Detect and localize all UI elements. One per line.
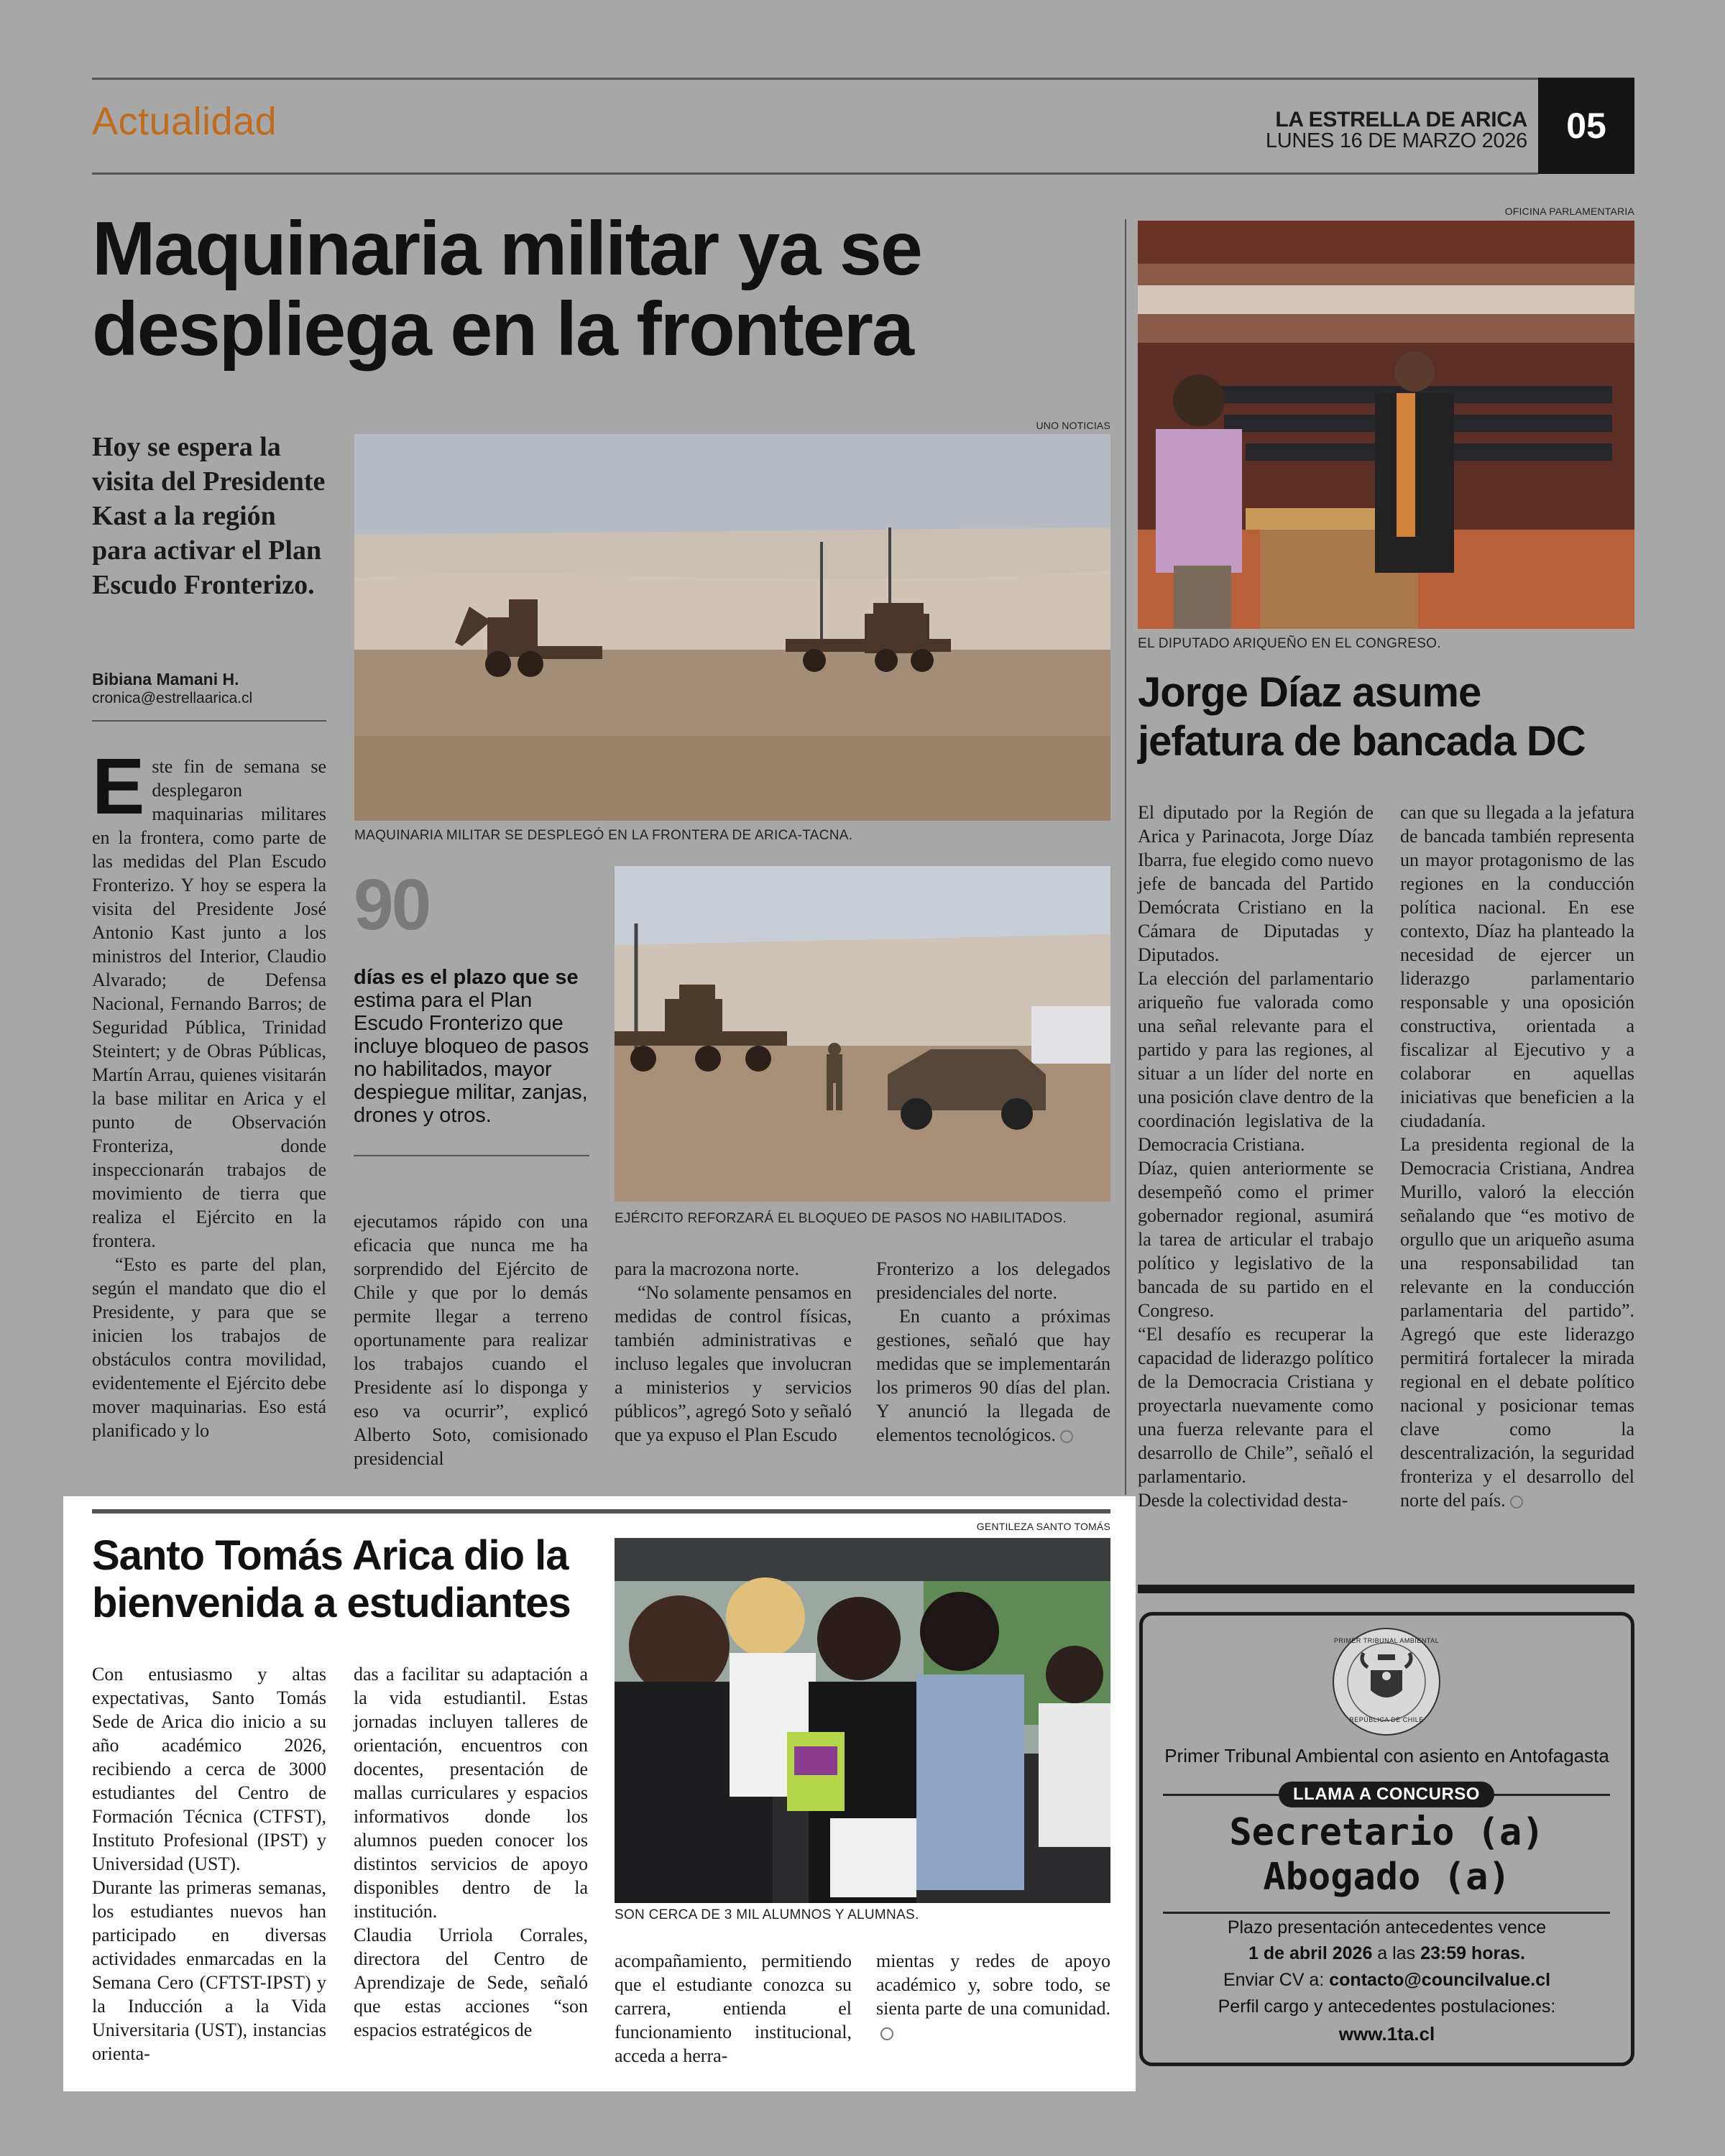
- ad-deadline-date: 1 de abril 2026: [1248, 1943, 1373, 1963]
- newspaper-name: LA ESTRELLA DE ARICA: [1275, 108, 1527, 132]
- bottom-col1-paragraph-1: Con entusiasmo y altas expectativas, Santo Tomás Sede de Arica dio inicio a su año académico 2026, recibiendo a cerca de 3000 estudiantes del Centro de Formación Técnica (CTFST), Instituto Profesional (IPST) y Universidad (UST).: [92, 1664, 326, 1874]
- seal-text-top: PRIMER TRIBUNAL AMBIENTAL: [1333, 1637, 1440, 1644]
- ad-deadline-rule: [1163, 1912, 1610, 1914]
- right-col1-paragraph-1: El diputado por la Región de Arica y Parinacota, Jorge Díaz Ibarra, fue elegido como nuevo jefe de bancada del Partido Demócrata Cristiano en la Cámara de Diputadas y Diputados.: [1138, 802, 1374, 965]
- bottom-col2-paragraph-2: Claudia Urriola Corrales, directora del Centro de Aprendizaje de Sede, señaló que estas acciones “son espacios estratégicos de: [354, 1925, 588, 2040]
- main-col4-text: En cuanto a próximas gestiones, señaló que hay medidas que se implementarán los primeros 90 días del plan. Y anunció la llegada de elementos tecnológicos.: [876, 1306, 1110, 1445]
- main-col2-paragraph: ejecutamos rápido con una eficacia que nunca me ha sorprendido del Ejército de Chile y que por lo demás permite llegar a terreno oportunamente para realizar los trabajos cuando el Presidente así lo disponga y eso va ocurrir”, explicó Alberto Soto, comisionado presidencial: [354, 1211, 588, 1469]
- issue-date: LUNES 16 DE MARZO 2026: [1265, 129, 1527, 152]
- bottom-col2-paragraph-1: das a facilitar su adaptación a la vida estudiantil. Estas jornadas incluyen talleres de orientación, encuentros con docentes, presentación de mallas curriculares y espacios informativos donde los alumnos pueden conocer los distintos servicios de apoyo disponibles dentro de la institución.: [354, 1664, 588, 1922]
- right-col1-paragraph-4: “El desafío es recuperar la capacidad de liderazgo político de la Democracia Cristiana y proyectarla nuevamente como una fuerza relevante para el desarrollo de Chile”, señaló el parlamentario.: [1138, 1324, 1374, 1487]
- students-photo: [615, 1538, 1110, 1903]
- end-of-article-icon: [1510, 1496, 1523, 1508]
- page-number-text: 05: [1566, 106, 1606, 146]
- bottom-headline: Santo Tomás Arica dio la bienvenida a estudiantes: [92, 1532, 571, 1626]
- bottom-body-col3: [615, 1949, 852, 2068]
- border-machinery-photo: [354, 434, 1110, 821]
- author-email: cronica@estrellaarica.cl: [92, 690, 253, 706]
- right-headline: Jorge Díaz asume jefatura de bancada DC: [1138, 669, 1586, 765]
- ad-badge-text: LLAMA A CONCURSO: [1293, 1784, 1480, 1804]
- ad-deadline-date-line: [1143, 1943, 1631, 1964]
- ad-position-1: Secretario (a): [1229, 1811, 1545, 1854]
- bottom-article-rule: [92, 1509, 1110, 1514]
- end-of-article-icon: [1060, 1430, 1073, 1443]
- bottom-col4-text: mientas y redes de apoyo académico y, sobre todo, se sienta parte de una comunidad.: [876, 1950, 1110, 2019]
- seal-text-bottom: REPÚBLICA DE CHILE: [1349, 1716, 1424, 1723]
- author-name: Bibiana Mamani H.: [92, 670, 239, 688]
- right-col2-text: La presidenta regional de la Democracia Cristiana, Andrea Murillo, valoró la elección señalando que “es motivo de orgullo que un ariqueño asuma una responsabilidad tan relevante en la conducción parlamentaria del partido”. Agregó que este liderazgo permitirá fortalecer la mirada regional en el debate político nacional y posicionar temas clave como la descentralización, la seguridad fronteriza y el desarrollo del norte del país.: [1400, 1134, 1634, 1511]
- stat-number: 90: [354, 865, 430, 945]
- ad-organization: Primer Tribunal Ambiental con asiento en Antofagasta: [1164, 1745, 1609, 1766]
- ad-profile-line: Perfil cargo y antecedentes postulaciones:: [1218, 1996, 1556, 2017]
- ad-deadline-line: Plazo presentación antecedentes vence: [1227, 1917, 1547, 1938]
- bottom-col4-paragraph: [876, 1949, 1110, 2044]
- congress-photo: [1138, 221, 1634, 629]
- header-top-rule: [92, 78, 1634, 80]
- photo2-caption: EJÉRCITO REFORZARÁ EL BLOQUEO DE PASOS NO HABILITADOS.: [615, 1211, 1067, 1226]
- photo1-caption: MAQUINARIA MILITAR SE DESPLEGÓ EN LA FRONTERA DE ARICA-TACNA.: [354, 828, 853, 843]
- ad-top-rule: [1138, 1585, 1634, 1593]
- page-number: [1538, 78, 1634, 174]
- ad-position-2: Abogado (a): [1263, 1856, 1511, 1899]
- main-body-col2: [354, 1210, 588, 1470]
- bottom-col3-paragraph: acompañamiento, permitiendo que el estudiante conozca su carrera, entienda el funcionamiento institucional, acceda a herra-: [615, 1950, 852, 2066]
- ad-website[interactable]: www.1ta.cl: [1338, 2023, 1435, 2045]
- end-of-article-icon: [880, 2027, 893, 2040]
- main-body-col4: [876, 1257, 1110, 1447]
- stat-rule: [354, 1155, 589, 1156]
- right-col2-paragraph-1: can que su llegada a la jefatura de bancada también representa un mayor protagonismo de las regiones en la conducción política nacional. En ese contexto, Díaz ha planteado la necesidad de ejercer un liderazgo parlamentario responsable y una oposición constructiva, orientada a fiscalizar al Ejecutivo y a colaborar en aquellas iniciativas que beneficien a la ciudadanía.: [1400, 802, 1634, 1131]
- ad-cv-email[interactable]: contacto@councilvalue.cl: [1329, 1970, 1551, 1990]
- bottom-photo-credit: GENTILEZA SANTO TOMÁS: [976, 1521, 1110, 1532]
- stat-bold: días es el plazo que se: [354, 966, 579, 989]
- header-bottom-rule: [92, 172, 1538, 175]
- main-col4-paragraph-2: [876, 1304, 1110, 1447]
- main-col1-paragraph-2: “Esto es parte del plan, según el mandato que dio el Presidente, y para que se inicien los trabajos de obstáculos contra movilidad, evidentemente el Ejército debe mover maquinarias. Eso está planificado y lo: [92, 1254, 326, 1441]
- stat-text: [354, 966, 591, 1127]
- ad-cv-line: [1143, 1970, 1631, 1991]
- right-body-col1: [1138, 801, 1374, 1512]
- main-col3-paragraph-2: “No solamente pensamos en medidas de control físicas, también administrativas e incluso legales que involucran a ministerios y servicios públicos”, agregó Soto y señaló que ya expuso el Plan Escudo: [615, 1282, 852, 1445]
- right-col1-paragraph-3: Díaz, quien anteriormente se desempeñó como el primer gobernador regional, asumirá la tarea de articular el trabajo político y legislativo de la bancada de su partido en el Congreso.: [1138, 1158, 1374, 1321]
- bottom-body-col4: [876, 1949, 1110, 2044]
- bottom-col1-paragraph-2: Durante las primeras semanas, los estudiantes nuevos han participado en diversas actividades enmarcadas en la Semana Cero (CFTST-IPST) y la Inducción a la Vida Universitaria (UST), instancias orienta-: [92, 1877, 326, 2064]
- ad-badge: [1279, 1782, 1494, 1807]
- main-col3-paragraph-1: para la macrozona norte.: [615, 1258, 799, 1279]
- bottom-body-col2: [354, 1662, 588, 2042]
- bottom-photo-caption: SON CERCA DE 3 MIL ALUMNOS Y ALUMNAS.: [615, 1907, 919, 1922]
- column-separator: [1125, 219, 1126, 1495]
- ad-cv-label: Enviar CV a:: [1223, 1970, 1325, 1990]
- bottom-body-col1: [92, 1662, 326, 2065]
- right-photo-caption: EL DIPUTADO ARIQUEÑO EN EL CONGRESO.: [1138, 636, 1441, 651]
- main-body-col1: [92, 742, 326, 1442]
- main-col4-paragraph-1: Fronterizo a los delegados presidenciales del norte.: [876, 1258, 1110, 1303]
- stat-rest: estima para el Plan Escudo Fronterizo que incluye bloqueo de pasos no habilitados, mayor despiegue militar, zanjas, drones y otros.: [354, 989, 589, 1127]
- right-body-col2: [1400, 801, 1634, 1512]
- main-body-col3: [615, 1257, 852, 1447]
- main-col1-paragraph-1: ste fin de semana se desplegaron maquinarias militares en la frontera, como parte de las medidas del Plan Escudo Fronterizo. Y hoy se espera la visita del Presidente José Antonio Kast junto a los ministros del Interior, Claudio Alvarado; de Defensa Nacional, Fernando Barros; de Seguridad Pública, Trinidad Steintert; y de Obras Públicas, Martín Arrau, quienes visitarán la base militar en Arica y el punto de Observación Fronteriza, donde inspeccionarán trabajos de movimiento de tierra que realiza el Ejército en la frontera.: [92, 756, 326, 1251]
- ad-deadline-mid: a las: [1377, 1943, 1416, 1963]
- ad-deadline-time: 23:59 horas.: [1420, 1943, 1525, 1963]
- right-col1-paragraph-5: Desde la colectividad desta-: [1138, 1490, 1348, 1511]
- main-headline: Maquinaria militar ya se despliega en la frontera: [92, 206, 921, 372]
- section-label: Actualidad: [92, 100, 277, 143]
- soldier-checkpoint-photo: [615, 866, 1110, 1202]
- right-col1-paragraph-2: La elección del parlamentario ariqueño fue valorada como una señal relevante para el partido y para las regiones, al situar a un líder del norte en una posición clave dentro de la coordinación legislativa de la Democracia Cristiana.: [1138, 968, 1374, 1155]
- main-lead: Hoy se espera la visita del Presidente Kast a la región para activar el Plan Escudo Fronterizo.: [92, 432, 326, 600]
- dropcap: E: [92, 742, 145, 831]
- right-col2-paragraph-2: [1400, 1133, 1634, 1512]
- photo1-credit: UNO NOTICIAS: [1036, 420, 1110, 431]
- author-rule: [92, 720, 326, 722]
- right-photo-credit: OFICINA PARLAMENTARIA: [1504, 206, 1634, 217]
